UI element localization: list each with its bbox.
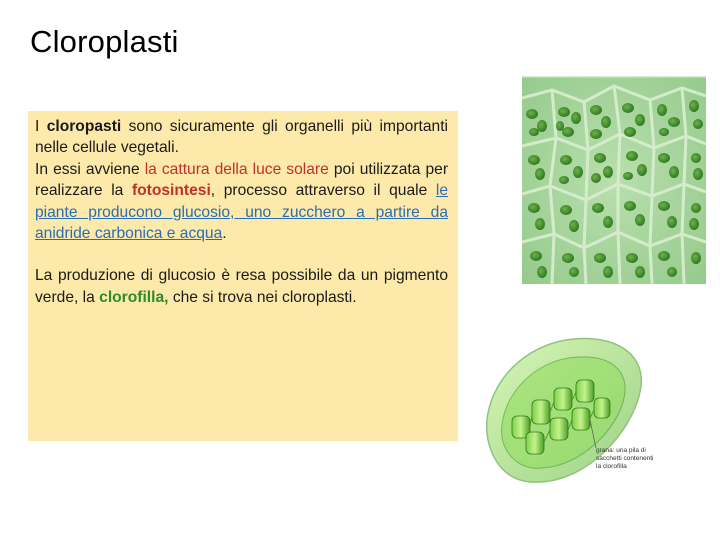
phrase-light-capture: la cattura della luce solare xyxy=(144,160,329,178)
chloroplast-diagram xyxy=(470,320,666,500)
term-cloropasti: cloropasti xyxy=(46,118,122,135)
chloroplast-illustration xyxy=(470,320,666,500)
paragraph-chloroplasts xyxy=(35,116,448,159)
slide-title: Cloroplasti xyxy=(30,24,179,59)
p1-text-3: In essi avviene xyxy=(35,160,145,178)
p1-text-2: sono sicuramente gli organelli più importanti nelle cellule vegetali. xyxy=(35,118,448,157)
p1-text-5: , processo attraverso il quale xyxy=(210,182,436,200)
p1-text-6: . xyxy=(222,225,227,243)
link-glucose-production[interactable]: le piante producono glucosio, uno zucchero a partire da anidride carbonica e acqua xyxy=(35,182,448,243)
diagram-caption: grana: una pila di sacchetti contenenti la clorofilla xyxy=(596,447,654,470)
p1-text-4: poi utilizzata per realizzare la xyxy=(35,160,449,200)
paragraph-chlorophyll xyxy=(35,265,448,308)
chloroplast-micrograph xyxy=(522,76,706,284)
text-box xyxy=(28,111,458,441)
term-fotosintesi: fotosintesi xyxy=(131,182,211,200)
p1-text-1: I xyxy=(35,118,47,135)
paragraph-photosynthesis xyxy=(35,159,448,245)
p2-text-1: La produzione di glucosio è resa possibile da un pigmento verde, la xyxy=(35,267,448,306)
p2-text-2: che si trova nei cloroplasti. xyxy=(168,288,357,306)
micrograph-image xyxy=(522,76,706,284)
term-clorofilla: clorofilla, xyxy=(99,288,169,306)
